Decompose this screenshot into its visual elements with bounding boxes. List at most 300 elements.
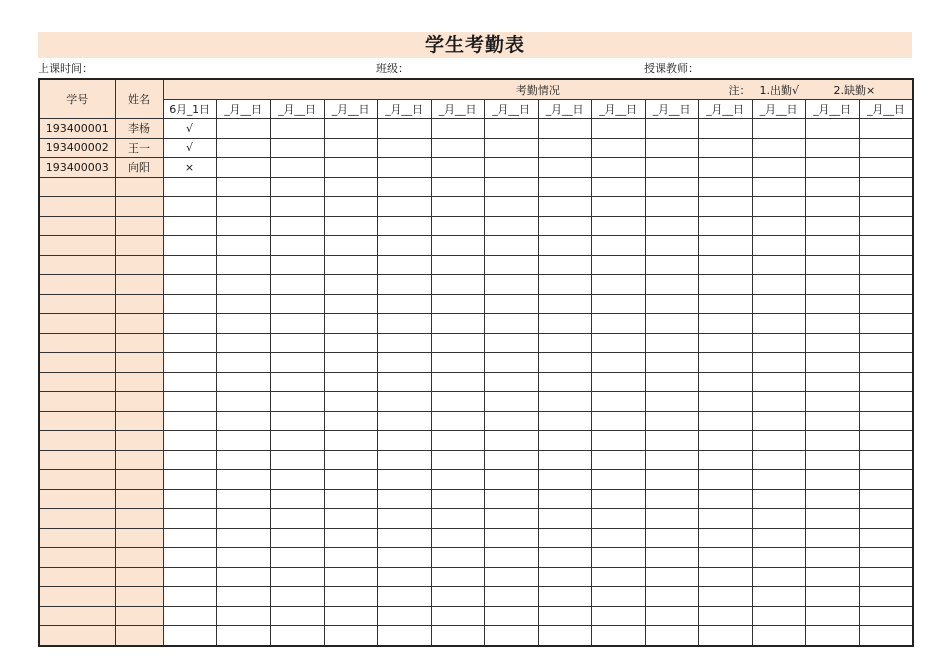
- attendance-cell[interactable]: [538, 606, 591, 626]
- attendance-cell[interactable]: [431, 294, 484, 314]
- attendance-cell[interactable]: [163, 197, 216, 217]
- attendance-cell[interactable]: [591, 314, 645, 334]
- attendance-cell[interactable]: [324, 119, 377, 139]
- attendance-cell[interactable]: [752, 197, 805, 217]
- attendance-cell[interactable]: [270, 509, 324, 529]
- attendance-cell[interactable]: [805, 197, 859, 217]
- attendance-cell[interactable]: [591, 392, 645, 412]
- student-name-cell[interactable]: [115, 372, 163, 392]
- attendance-cell[interactable]: [752, 255, 805, 275]
- attendance-cell[interactable]: [805, 177, 859, 197]
- attendance-cell[interactable]: [591, 587, 645, 607]
- attendance-cell[interactable]: [752, 216, 805, 236]
- date-header-cell[interactable]: 6月_1日: [163, 99, 216, 119]
- attendance-cell[interactable]: [805, 392, 859, 412]
- attendance-cell[interactable]: [859, 470, 913, 490]
- student-id-cell[interactable]: [39, 275, 115, 295]
- date-header-cell[interactable]: _月__日: [324, 99, 377, 119]
- attendance-cell[interactable]: [270, 548, 324, 568]
- student-name-cell[interactable]: [115, 587, 163, 607]
- attendance-cell[interactable]: [377, 411, 431, 431]
- attendance-cell[interactable]: [163, 450, 216, 470]
- attendance-cell[interactable]: [645, 567, 698, 587]
- student-name-cell[interactable]: [115, 275, 163, 295]
- attendance-cell[interactable]: [431, 372, 484, 392]
- attendance-cell[interactable]: [752, 372, 805, 392]
- attendance-cell[interactable]: [698, 489, 752, 509]
- attendance-cell[interactable]: [163, 411, 216, 431]
- attendance-cell[interactable]: [270, 138, 324, 158]
- attendance-cell[interactable]: [538, 411, 591, 431]
- attendance-cell[interactable]: [216, 138, 270, 158]
- attendance-cell[interactable]: [377, 470, 431, 490]
- attendance-cell[interactable]: [324, 255, 377, 275]
- student-id-cell[interactable]: [39, 567, 115, 587]
- attendance-cell[interactable]: [645, 489, 698, 509]
- attendance-cell[interactable]: [270, 197, 324, 217]
- attendance-cell[interactable]: [431, 567, 484, 587]
- attendance-cell[interactable]: [484, 587, 538, 607]
- attendance-cell[interactable]: [163, 528, 216, 548]
- date-header-cell[interactable]: _月__日: [805, 99, 859, 119]
- date-header-cell[interactable]: _月__日: [591, 99, 645, 119]
- attendance-cell[interactable]: [805, 314, 859, 334]
- attendance-cell[interactable]: [216, 411, 270, 431]
- attendance-cell[interactable]: [377, 314, 431, 334]
- attendance-cell[interactable]: [859, 587, 913, 607]
- attendance-cell[interactable]: [377, 372, 431, 392]
- attendance-cell[interactable]: [752, 431, 805, 451]
- student-name-cell[interactable]: [115, 431, 163, 451]
- attendance-cell[interactable]: [216, 470, 270, 490]
- attendance-cell[interactable]: [431, 528, 484, 548]
- attendance-cell[interactable]: [324, 528, 377, 548]
- attendance-cell[interactable]: [591, 138, 645, 158]
- attendance-cell[interactable]: [859, 236, 913, 256]
- attendance-cell[interactable]: [805, 158, 859, 178]
- attendance-cell[interactable]: [645, 509, 698, 529]
- attendance-cell[interactable]: [805, 138, 859, 158]
- attendance-cell[interactable]: [538, 372, 591, 392]
- attendance-cell[interactable]: [270, 431, 324, 451]
- attendance-cell[interactable]: [805, 353, 859, 373]
- attendance-cell[interactable]: [324, 353, 377, 373]
- student-id-cell[interactable]: [39, 509, 115, 529]
- attendance-cell[interactable]: [216, 119, 270, 139]
- attendance-cell[interactable]: [859, 158, 913, 178]
- attendance-cell[interactable]: [431, 236, 484, 256]
- attendance-cell[interactable]: [484, 158, 538, 178]
- attendance-cell[interactable]: [645, 216, 698, 236]
- attendance-cell[interactable]: [216, 294, 270, 314]
- attendance-cell[interactable]: [216, 255, 270, 275]
- attendance-cell[interactable]: [484, 470, 538, 490]
- student-id-cell[interactable]: 193400003: [39, 158, 115, 178]
- attendance-cell[interactable]: [752, 294, 805, 314]
- attendance-cell[interactable]: [805, 372, 859, 392]
- attendance-cell[interactable]: [859, 314, 913, 334]
- attendance-cell[interactable]: [324, 626, 377, 646]
- attendance-cell[interactable]: [431, 606, 484, 626]
- attendance-cell[interactable]: [645, 275, 698, 295]
- student-id-cell[interactable]: [39, 548, 115, 568]
- attendance-cell[interactable]: [591, 353, 645, 373]
- attendance-cell[interactable]: [216, 548, 270, 568]
- date-header-cell[interactable]: _月__日: [752, 99, 805, 119]
- attendance-cell[interactable]: [163, 606, 216, 626]
- attendance-cell[interactable]: [163, 372, 216, 392]
- attendance-cell[interactable]: [859, 372, 913, 392]
- student-id-cell[interactable]: [39, 528, 115, 548]
- attendance-cell[interactable]: [377, 255, 431, 275]
- student-name-cell[interactable]: [115, 333, 163, 353]
- attendance-cell[interactable]: [752, 411, 805, 431]
- attendance-cell[interactable]: [591, 626, 645, 646]
- attendance-cell[interactable]: [752, 314, 805, 334]
- attendance-cell[interactable]: [645, 236, 698, 256]
- attendance-cell[interactable]: [377, 509, 431, 529]
- attendance-cell[interactable]: [698, 119, 752, 139]
- student-name-cell[interactable]: [115, 489, 163, 509]
- attendance-cell[interactable]: [859, 294, 913, 314]
- attendance-cell[interactable]: [163, 353, 216, 373]
- attendance-cell[interactable]: [163, 294, 216, 314]
- date-header-cell[interactable]: _月__日: [484, 99, 538, 119]
- attendance-cell[interactable]: [431, 333, 484, 353]
- student-name-cell[interactable]: [115, 509, 163, 529]
- attendance-cell[interactable]: [591, 197, 645, 217]
- attendance-cell[interactable]: [752, 392, 805, 412]
- date-header-cell[interactable]: _月__日: [698, 99, 752, 119]
- student-name-cell[interactable]: [115, 353, 163, 373]
- attendance-cell[interactable]: [216, 216, 270, 236]
- attendance-cell[interactable]: [431, 548, 484, 568]
- attendance-cell[interactable]: [645, 255, 698, 275]
- attendance-cell[interactable]: [431, 177, 484, 197]
- student-id-cell[interactable]: [39, 177, 115, 197]
- attendance-cell[interactable]: [698, 314, 752, 334]
- attendance-cell[interactable]: [805, 606, 859, 626]
- attendance-cell[interactable]: [805, 548, 859, 568]
- attendance-cell[interactable]: [752, 470, 805, 490]
- student-id-cell[interactable]: [39, 216, 115, 236]
- attendance-cell[interactable]: [270, 216, 324, 236]
- attendance-cell[interactable]: [859, 528, 913, 548]
- attendance-cell[interactable]: [484, 450, 538, 470]
- attendance-cell[interactable]: [805, 587, 859, 607]
- attendance-cell[interactable]: [163, 275, 216, 295]
- attendance-cell[interactable]: [270, 275, 324, 295]
- attendance-cell[interactable]: [538, 548, 591, 568]
- attendance-cell[interactable]: [698, 450, 752, 470]
- attendance-cell[interactable]: [645, 392, 698, 412]
- attendance-cell[interactable]: [431, 509, 484, 529]
- attendance-cell[interactable]: [752, 567, 805, 587]
- attendance-cell[interactable]: [859, 353, 913, 373]
- attendance-cell[interactable]: [645, 197, 698, 217]
- attendance-cell[interactable]: [752, 528, 805, 548]
- student-name-cell[interactable]: [115, 626, 163, 646]
- attendance-cell[interactable]: [698, 431, 752, 451]
- attendance-cell[interactable]: [698, 275, 752, 295]
- attendance-cell[interactable]: [645, 548, 698, 568]
- attendance-cell[interactable]: [163, 470, 216, 490]
- attendance-cell[interactable]: [591, 548, 645, 568]
- attendance-cell[interactable]: [538, 236, 591, 256]
- attendance-cell[interactable]: [163, 333, 216, 353]
- attendance-cell[interactable]: [484, 294, 538, 314]
- attendance-cell[interactable]: [377, 177, 431, 197]
- date-header-cell[interactable]: _月__日: [216, 99, 270, 119]
- attendance-cell[interactable]: [538, 314, 591, 334]
- date-header-cell[interactable]: _月__日: [377, 99, 431, 119]
- student-id-cell[interactable]: [39, 587, 115, 607]
- attendance-cell[interactable]: [324, 606, 377, 626]
- student-id-cell[interactable]: [39, 333, 115, 353]
- attendance-cell[interactable]: [645, 431, 698, 451]
- attendance-cell[interactable]: [163, 177, 216, 197]
- attendance-cell[interactable]: [538, 197, 591, 217]
- attendance-cell[interactable]: [484, 567, 538, 587]
- attendance-cell[interactable]: [270, 314, 324, 334]
- attendance-cell[interactable]: [538, 119, 591, 139]
- attendance-cell[interactable]: [805, 431, 859, 451]
- attendance-cell[interactable]: [216, 353, 270, 373]
- student-id-cell[interactable]: [39, 255, 115, 275]
- attendance-cell[interactable]: [163, 255, 216, 275]
- student-name-cell[interactable]: [115, 411, 163, 431]
- attendance-cell[interactable]: [752, 236, 805, 256]
- attendance-cell[interactable]: [270, 587, 324, 607]
- attendance-cell[interactable]: [645, 528, 698, 548]
- attendance-cell[interactable]: [591, 158, 645, 178]
- attendance-cell[interactable]: [859, 333, 913, 353]
- attendance-cell[interactable]: [163, 567, 216, 587]
- student-name-cell[interactable]: [115, 606, 163, 626]
- attendance-cell[interactable]: [377, 294, 431, 314]
- attendance-cell[interactable]: [270, 606, 324, 626]
- attendance-cell[interactable]: [484, 197, 538, 217]
- attendance-cell[interactable]: [805, 567, 859, 587]
- attendance-cell[interactable]: [431, 314, 484, 334]
- student-id-cell[interactable]: [39, 372, 115, 392]
- attendance-cell[interactable]: [805, 216, 859, 236]
- attendance-cell[interactable]: [484, 314, 538, 334]
- attendance-cell[interactable]: [431, 626, 484, 646]
- attendance-cell[interactable]: [698, 255, 752, 275]
- attendance-cell[interactable]: [270, 294, 324, 314]
- attendance-cell[interactable]: [805, 450, 859, 470]
- attendance-cell[interactable]: [538, 392, 591, 412]
- attendance-cell[interactable]: [377, 626, 431, 646]
- student-id-cell[interactable]: [39, 392, 115, 412]
- attendance-cell[interactable]: [591, 528, 645, 548]
- attendance-cell[interactable]: [484, 216, 538, 236]
- student-id-cell[interactable]: [39, 606, 115, 626]
- attendance-cell[interactable]: [431, 489, 484, 509]
- attendance-cell[interactable]: [752, 489, 805, 509]
- attendance-cell[interactable]: [324, 489, 377, 509]
- attendance-cell[interactable]: [538, 509, 591, 529]
- attendance-cell[interactable]: [324, 567, 377, 587]
- attendance-cell[interactable]: [163, 236, 216, 256]
- attendance-cell[interactable]: [377, 197, 431, 217]
- attendance-cell[interactable]: [538, 567, 591, 587]
- attendance-cell[interactable]: [216, 275, 270, 295]
- attendance-cell[interactable]: [591, 372, 645, 392]
- student-id-cell[interactable]: [39, 294, 115, 314]
- attendance-cell[interactable]: [431, 119, 484, 139]
- student-name-cell[interactable]: [115, 450, 163, 470]
- attendance-cell[interactable]: [324, 333, 377, 353]
- attendance-cell[interactable]: ×: [163, 158, 216, 178]
- attendance-cell[interactable]: [377, 333, 431, 353]
- attendance-cell[interactable]: [324, 372, 377, 392]
- attendance-cell[interactable]: [324, 236, 377, 256]
- attendance-cell[interactable]: [859, 489, 913, 509]
- attendance-cell[interactable]: [270, 470, 324, 490]
- date-header-cell[interactable]: _月__日: [859, 99, 913, 119]
- attendance-cell[interactable]: [752, 177, 805, 197]
- attendance-cell[interactable]: [538, 489, 591, 509]
- attendance-cell[interactable]: [698, 587, 752, 607]
- attendance-cell[interactable]: [324, 548, 377, 568]
- student-id-cell[interactable]: [39, 411, 115, 431]
- attendance-cell[interactable]: [538, 587, 591, 607]
- attendance-cell[interactable]: [377, 528, 431, 548]
- attendance-cell[interactable]: [538, 528, 591, 548]
- attendance-cell[interactable]: [859, 197, 913, 217]
- attendance-cell[interactable]: [216, 333, 270, 353]
- student-id-cell[interactable]: [39, 450, 115, 470]
- attendance-cell[interactable]: [484, 411, 538, 431]
- attendance-cell[interactable]: [484, 333, 538, 353]
- attendance-cell[interactable]: [484, 431, 538, 451]
- student-id-cell[interactable]: [39, 197, 115, 217]
- attendance-cell[interactable]: [805, 626, 859, 646]
- student-name-cell[interactable]: 向阳: [115, 158, 163, 178]
- attendance-cell[interactable]: [698, 626, 752, 646]
- attendance-cell[interactable]: [216, 236, 270, 256]
- attendance-cell[interactable]: [859, 255, 913, 275]
- attendance-cell[interactable]: [698, 411, 752, 431]
- attendance-cell[interactable]: [805, 333, 859, 353]
- attendance-cell[interactable]: [216, 489, 270, 509]
- attendance-cell[interactable]: [859, 411, 913, 431]
- attendance-cell[interactable]: [538, 138, 591, 158]
- attendance-cell[interactable]: [752, 548, 805, 568]
- attendance-cell[interactable]: [377, 353, 431, 373]
- attendance-cell[interactable]: [805, 255, 859, 275]
- attendance-cell[interactable]: [805, 489, 859, 509]
- attendance-cell[interactable]: [163, 314, 216, 334]
- attendance-cell[interactable]: [484, 626, 538, 646]
- attendance-cell[interactable]: [431, 431, 484, 451]
- attendance-cell[interactable]: [324, 294, 377, 314]
- attendance-cell[interactable]: [645, 158, 698, 178]
- attendance-cell[interactable]: [431, 587, 484, 607]
- student-name-cell[interactable]: [115, 177, 163, 197]
- attendance-cell[interactable]: [538, 177, 591, 197]
- attendance-cell[interactable]: [698, 138, 752, 158]
- attendance-cell[interactable]: [752, 626, 805, 646]
- attendance-cell[interactable]: [163, 489, 216, 509]
- attendance-cell[interactable]: [216, 177, 270, 197]
- student-name-cell[interactable]: [115, 197, 163, 217]
- attendance-cell[interactable]: [538, 275, 591, 295]
- attendance-cell[interactable]: [216, 197, 270, 217]
- student-name-cell[interactable]: [115, 470, 163, 490]
- attendance-cell[interactable]: [645, 294, 698, 314]
- attendance-cell[interactable]: [216, 567, 270, 587]
- attendance-cell[interactable]: [163, 509, 216, 529]
- attendance-cell[interactable]: [377, 138, 431, 158]
- student-name-cell[interactable]: [115, 216, 163, 236]
- attendance-cell[interactable]: [270, 489, 324, 509]
- attendance-cell[interactable]: [645, 353, 698, 373]
- attendance-cell[interactable]: [484, 489, 538, 509]
- attendance-cell[interactable]: [859, 431, 913, 451]
- student-id-cell[interactable]: 193400001: [39, 119, 115, 139]
- attendance-cell[interactable]: [752, 509, 805, 529]
- attendance-cell[interactable]: [698, 470, 752, 490]
- attendance-cell[interactable]: [431, 392, 484, 412]
- attendance-cell[interactable]: [324, 275, 377, 295]
- attendance-cell[interactable]: [859, 509, 913, 529]
- attendance-cell[interactable]: [431, 450, 484, 470]
- attendance-cell[interactable]: [645, 450, 698, 470]
- attendance-cell[interactable]: [591, 216, 645, 236]
- attendance-cell[interactable]: [431, 255, 484, 275]
- attendance-cell[interactable]: [859, 216, 913, 236]
- attendance-cell[interactable]: [484, 392, 538, 412]
- attendance-cell[interactable]: [698, 197, 752, 217]
- attendance-cell[interactable]: [859, 567, 913, 587]
- attendance-cell[interactable]: [645, 411, 698, 431]
- attendance-cell[interactable]: [484, 606, 538, 626]
- attendance-cell[interactable]: [324, 138, 377, 158]
- attendance-cell[interactable]: [752, 450, 805, 470]
- date-header-cell[interactable]: _月__日: [431, 99, 484, 119]
- attendance-cell[interactable]: [752, 353, 805, 373]
- attendance-cell[interactable]: [324, 431, 377, 451]
- attendance-cell[interactable]: [270, 392, 324, 412]
- attendance-cell[interactable]: [377, 489, 431, 509]
- attendance-cell[interactable]: [377, 158, 431, 178]
- attendance-cell[interactable]: [484, 119, 538, 139]
- attendance-cell[interactable]: [591, 294, 645, 314]
- attendance-cell[interactable]: [859, 275, 913, 295]
- attendance-cell[interactable]: [377, 119, 431, 139]
- attendance-cell[interactable]: [377, 431, 431, 451]
- attendance-cell[interactable]: [431, 197, 484, 217]
- attendance-cell[interactable]: [484, 528, 538, 548]
- attendance-cell[interactable]: [538, 255, 591, 275]
- attendance-cell[interactable]: [377, 450, 431, 470]
- student-id-cell[interactable]: [39, 236, 115, 256]
- attendance-cell[interactable]: [591, 411, 645, 431]
- attendance-cell[interactable]: [591, 255, 645, 275]
- attendance-cell[interactable]: [324, 470, 377, 490]
- attendance-cell[interactable]: [270, 450, 324, 470]
- attendance-cell[interactable]: √: [163, 138, 216, 158]
- student-name-cell[interactable]: [115, 255, 163, 275]
- attendance-cell[interactable]: [591, 177, 645, 197]
- attendance-cell[interactable]: [805, 411, 859, 431]
- attendance-cell[interactable]: [324, 216, 377, 236]
- attendance-cell[interactable]: [591, 470, 645, 490]
- attendance-cell[interactable]: [431, 353, 484, 373]
